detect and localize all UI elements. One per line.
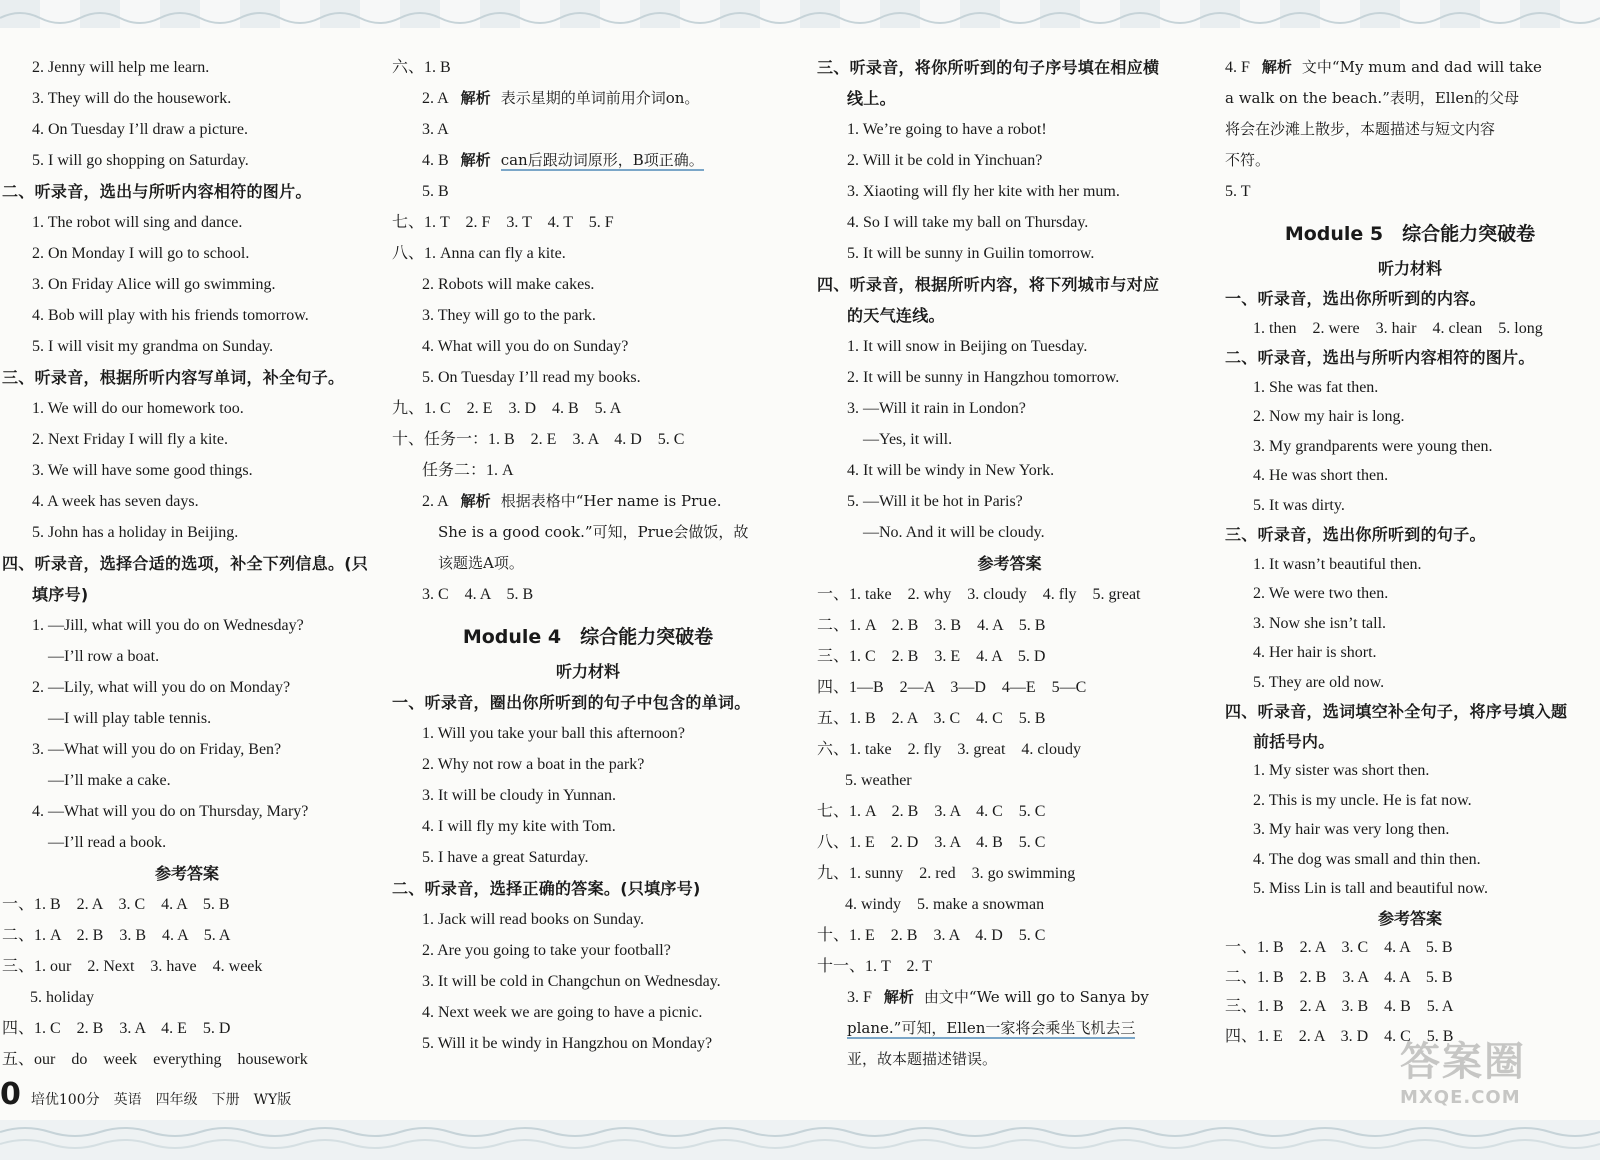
- analysis-tag: 解析: [460, 89, 491, 107]
- answer-line: 四、1. C 2. B 3. A 4. E 5. D: [2, 1020, 231, 1037]
- text-line: 3. —Will it rain in London?: [847, 400, 1026, 417]
- analysis-text: [817, 1013, 1202, 1044]
- text-line: 4. On Tuesday I’ll draw a picture.: [32, 121, 248, 138]
- analysis-text-underlined: plane.”可知，Ellen一家将会乘坐飞机去三: [847, 1019, 1136, 1037]
- bottom-decorative-band: [0, 1120, 1600, 1160]
- answer-line: 九、1. C 2. E 3. D 4. B 5. A: [392, 400, 622, 417]
- answer-line: 5. T: [1225, 183, 1251, 200]
- text-line: —Yes, it will.: [863, 431, 953, 448]
- answer-number: 4. F: [1225, 59, 1250, 76]
- answer-line: 二、1. A 2. B 3. B 4. A 5. A: [2, 927, 231, 944]
- answer-line: 三、1. C 2. B 3. E 4. A 5. D: [817, 648, 1046, 665]
- text-line: 2. Are you going to take your football?: [422, 942, 671, 959]
- section-heading: 二、听录音，选择正确的答案。(只填序号): [392, 879, 701, 898]
- text-line: 5. Will it be windy in Hangzhou on Monday?: [422, 1035, 713, 1052]
- text-line: —I’ll make a cake.: [48, 772, 171, 789]
- text-line: 4. The dog was small and thin then.: [1253, 850, 1481, 868]
- analysis-tag: 解析: [883, 988, 914, 1006]
- answer-line: 九、1. sunny 2. red 3. go swimming: [817, 865, 1076, 882]
- section-heading: 四、听录音，根据所听内容，将下列城市与对应: [817, 275, 1160, 294]
- analysis-tag: 解析: [1261, 58, 1292, 76]
- column-1: [2, 52, 372, 1075]
- text-line: 1. then 2. were 3. hair 4. clean 5. long: [1253, 319, 1543, 337]
- answer-line: 八、1. Anna can fly a kite.: [392, 245, 566, 262]
- text-line: 3. On Friday Alice will go swimming.: [32, 276, 276, 293]
- answer-line: 五、1. B 2. A 3. C 4. C 5. B: [817, 710, 1046, 727]
- text-line: 3. Xiaoting will fly her kite with her mum.: [847, 183, 1120, 200]
- answer-line: 3. They will go to the park.: [422, 307, 596, 324]
- text-line: 3. We will have some good things.: [32, 462, 253, 479]
- answer-with-analysis: [392, 486, 784, 517]
- module-title: Module 4 综合能力突破卷: [462, 626, 714, 648]
- answer-line: 3. A: [422, 121, 449, 138]
- text-line: 1. My sister was short then.: [1253, 762, 1430, 779]
- column-4: [1225, 52, 1595, 1051]
- answer-line: 四、1—B 2—A 3—D 4—E 5—C: [817, 679, 1087, 696]
- text-line: 4. —What will you do on Thursday, Mary?: [32, 803, 309, 820]
- module-title: Module 5 综合能力突破卷: [1284, 223, 1536, 245]
- answer-number: 2. A: [422, 493, 449, 510]
- column-2: [392, 52, 784, 1059]
- answer-line: 一、1. B 2. A 3. C 4. A 5. B: [1225, 939, 1453, 956]
- text-line: 1. Jack will read books on Sunday.: [422, 911, 645, 928]
- answer-with-analysis: [817, 982, 1202, 1013]
- watermark-logo: 答案圈: [1400, 1039, 1526, 1085]
- text-line: —I will play table tennis.: [48, 710, 212, 727]
- text-line: 3. My grandparents were young then.: [1253, 437, 1493, 455]
- text-line: 3. —What will you do on Friday, Ben?: [32, 741, 282, 758]
- text-line: 5. They are old now.: [1253, 673, 1385, 691]
- section-heading-cont: 前括号内。: [1253, 731, 1335, 751]
- text-line: —No. And it will be cloudy.: [863, 524, 1045, 541]
- section-heading-cont: 填序号): [32, 585, 89, 604]
- text-line: 5. It was dirty.: [1253, 496, 1345, 514]
- page-footer: [0, 1077, 360, 1112]
- answer-line: 一、1. take 2. why 3. cloudy 4. fly 5. great: [817, 586, 1141, 603]
- analysis-text: a walk on the beach.”表明，Ellen的父母: [1225, 89, 1519, 107]
- text-line: 4. Next week we are going to have a picnic.: [422, 1004, 703, 1021]
- answer-line: 5. holiday: [30, 989, 94, 1006]
- text-line: 1. She was fat then.: [1253, 378, 1379, 396]
- page-number: 0: [0, 1077, 21, 1112]
- answer-line: 5. On Tuesday I’ll read my books.: [422, 369, 641, 386]
- analysis-text: 该题选A项。: [438, 554, 524, 572]
- section-heading-cont: 线上。: [847, 89, 896, 108]
- text-line: 2. Next Friday I will fly a kite.: [32, 431, 228, 448]
- section-heading: 二、听录音，选出与所听内容相符的图片。: [1225, 348, 1535, 367]
- text-line: 3. They will do the housework.: [32, 90, 232, 107]
- section-heading: 三、听录音，选出你所听到的句子。: [1225, 525, 1486, 544]
- answer-number: 2. A: [422, 90, 449, 107]
- answer-line: 七、1. A 2. B 3. A 4. C 5. C: [817, 803, 1046, 820]
- analysis-text: 文中“My mum and dad will take: [1301, 58, 1542, 76]
- answer-line: 2. Robots will make cakes.: [422, 276, 595, 293]
- column-3: [817, 52, 1202, 1075]
- answer-line: 三、1. B 2. A 3. B 4. B 5. A: [1225, 998, 1454, 1015]
- text-line: 1. It will snow in Beijing on Tuesday.: [847, 338, 1088, 355]
- section-heading: 四、听录音，选词填空补全句子，将序号填入题: [1225, 702, 1568, 721]
- text-line: 5. It will be sunny in Guilin tomorrow.: [847, 245, 1095, 262]
- text-line: 1. We will do our homework too.: [32, 400, 244, 417]
- answer-line: 4. windy 5. make a snowman: [845, 896, 1045, 913]
- answer-line: 五、our do week everything housework: [2, 1051, 308, 1068]
- text-line: 2. We were two then.: [1253, 585, 1389, 602]
- analysis-text: 将会在沙滩上散步，本题描述与短文内容: [1225, 120, 1496, 138]
- text-line: 5. I will visit my grandma on Sunday.: [32, 338, 274, 355]
- top-decorative-band: [0, 0, 1600, 28]
- text-line: 4. Bob will play with his friends tomorrow.: [32, 307, 309, 324]
- analysis-tag: 解析: [460, 151, 491, 169]
- analysis-text: 亚，故本题描述错误。: [847, 1050, 998, 1068]
- answer-line: 二、1. B 2. B 3. A 4. A 5. B: [1225, 968, 1453, 986]
- section-heading: 三、听录音，根据所听内容写单词，补全句子。: [2, 368, 345, 387]
- answer-line: 任务二：1. A: [422, 462, 514, 479]
- text-line: 5. I have a great Saturday.: [422, 849, 589, 866]
- answer-line: 一、1. B 2. A 3. C 4. A 5. B: [2, 896, 230, 913]
- watermark-url: MXQE.COM: [1400, 1087, 1521, 1108]
- answer-line: 十、1. E 2. B 3. A 4. D 5. C: [817, 927, 1046, 944]
- answers-title: 参考答案: [977, 554, 1042, 573]
- section-heading: 二、听录音，选出与所听内容相符的图片。: [2, 182, 312, 201]
- listening-material-title: 听力材料: [555, 662, 620, 681]
- text-line: 5. Miss Lin is tall and beautiful now.: [1253, 880, 1488, 897]
- text-line: 2. This is my uncle. He is fat now.: [1253, 791, 1472, 809]
- text-line: 4. I will fly my kite with Tom.: [422, 818, 616, 835]
- answer-line: 八、1. E 2. D 3. A 4. B 5. C: [817, 834, 1046, 851]
- answer-with-analysis: [1225, 52, 1595, 83]
- text-line: 4. It will be windy in New York.: [847, 462, 1055, 479]
- text-line: 4. A week has seven days.: [32, 493, 199, 510]
- answer-line: 十一、1. T 2. T: [817, 958, 932, 975]
- answers-title: 参考答案: [154, 864, 219, 883]
- text-line: 2. —Lily, what will you do on Monday?: [32, 679, 291, 696]
- text-line: 1. We’re going to have a robot!: [847, 121, 1047, 138]
- answer-with-analysis: [392, 145, 784, 176]
- analysis-text: She is a good cook.”可知，Prue会做饭，故: [438, 523, 749, 541]
- text-line: 2. Why not row a boat in the park?: [422, 756, 645, 773]
- text-line: 1. —Jill, what will you do on Wednesday?: [32, 617, 304, 634]
- analysis-text: 不符。: [1225, 151, 1271, 169]
- text-line: 1. Will you take your ball this afternoon?: [422, 725, 685, 742]
- text-line: 3. It will be cold in Changchun on Wednesday.: [422, 973, 721, 990]
- answer-line: 七、1. T 2. F 3. T 4. T 5. F: [392, 214, 614, 231]
- text-line: 5. I will go shopping on Saturday.: [32, 152, 249, 169]
- answer-line: 十、任务一：1. B 2. E 3. A 4. D 5. C: [392, 431, 685, 448]
- section-heading: 一、听录音，选出你所听到的内容。: [1225, 289, 1486, 308]
- analysis-text: can后跟动词原形，B项正确。: [500, 151, 704, 169]
- text-line: 4. He was short then.: [1253, 467, 1389, 484]
- text-line: 4. So I will take my ball on Thursday.: [847, 214, 1089, 231]
- text-line: 2. Will it be cold in Yinchuan?: [847, 152, 1043, 169]
- text-line: 3. Now she isn’t tall.: [1253, 614, 1387, 632]
- watermark: [1400, 1030, 1590, 1120]
- text-line: 1. It wasn’t beautiful then.: [1253, 555, 1422, 573]
- text-line: 5. —Will it be hot in Paris?: [847, 493, 1023, 510]
- text-line: —I’ll read a book.: [48, 834, 167, 851]
- text-line: 4. Her hair is short.: [1253, 644, 1377, 661]
- book-info: 培优100分 英语 四年级 下册 WY版: [30, 1092, 292, 1108]
- answer-number: 3. F: [847, 989, 872, 1006]
- text-line: 3. My hair was very long then.: [1253, 821, 1450, 838]
- answer-line: 5. B: [422, 183, 449, 200]
- text-line: 2. On Monday I will go to school.: [32, 245, 250, 262]
- section-heading: 一、听录音，圈出你所听到的句子中包含的单词。: [392, 693, 751, 712]
- text-line: 5. John has a holiday in Beijing.: [32, 524, 239, 541]
- section-heading: 三、听录音，将你所听到的句子序号填在相应横: [817, 58, 1160, 77]
- text-line: 2. Jenny will help me learn.: [32, 59, 210, 76]
- answer-with-analysis: [392, 83, 784, 114]
- analysis-tag: 解析: [460, 492, 491, 510]
- answer-line: 四、1. E 2. A 3. D 4. C 5. B: [1225, 1027, 1454, 1045]
- answer-line: 六、1. take 2. fly 3. great 4. cloudy: [817, 741, 1081, 758]
- analysis-text: 由文中“We will go to Sanya by: [923, 988, 1149, 1006]
- answer-line: 三、1. our 2. Next 3. have 4. week: [2, 958, 263, 975]
- answer-line: 5. weather: [845, 772, 912, 789]
- listening-material-title: 听力材料: [1377, 259, 1442, 278]
- text-line: 3. It will be cloudy in Yunnan.: [422, 787, 617, 804]
- answers-title: 参考答案: [1377, 908, 1442, 928]
- text-line: 2. Now my hair is long.: [1253, 408, 1405, 425]
- analysis-text: 根据表格中“Her name is Prue.: [500, 492, 722, 510]
- answer-line: 4. What will you do on Sunday?: [422, 338, 629, 355]
- answer-line: 二、1. A 2. B 3. B 4. A 5. B: [817, 617, 1046, 634]
- text-line: 1. The robot will sing and dance.: [32, 214, 243, 231]
- section-heading-cont: 的天气连线。: [847, 306, 945, 325]
- text-line: —I’ll row a boat.: [48, 648, 160, 665]
- answer-number: 4. B: [422, 152, 449, 169]
- analysis-text: 表示星期的单词前用介词on。: [500, 89, 700, 107]
- section-heading: 四、听录音，选择合适的选项，补全下列信息。(只: [2, 554, 369, 573]
- text-line: 2. It will be sunny in Hangzhou tomorrow.: [847, 369, 1120, 386]
- answer-line: 3. C 4. A 5. B: [422, 586, 534, 603]
- answer-line: 六、1. B: [392, 59, 451, 76]
